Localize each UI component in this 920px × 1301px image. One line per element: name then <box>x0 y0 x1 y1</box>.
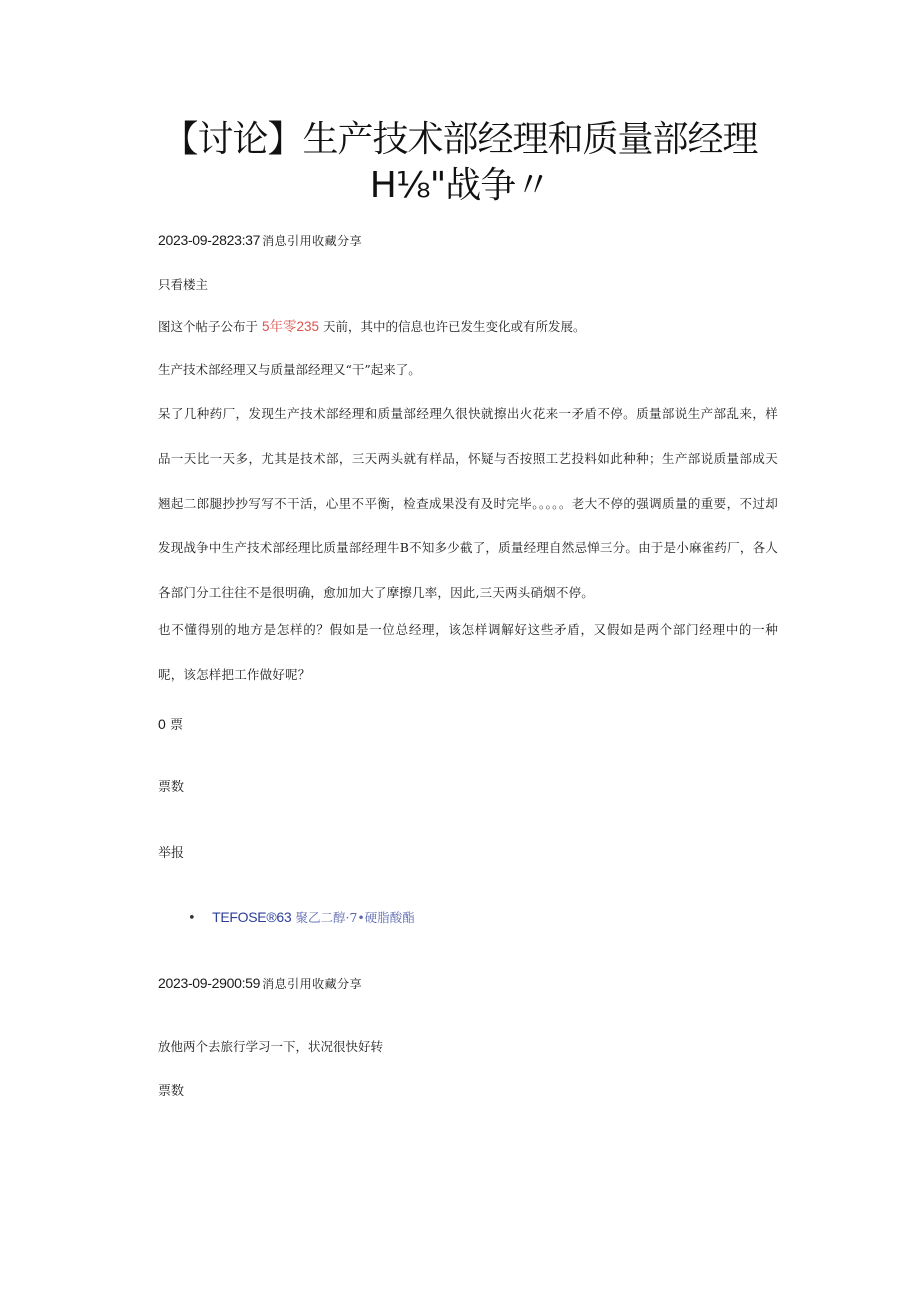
post-2-timestamp: 2023-09-2900:59 <box>158 975 261 991</box>
post-1-intro: 生产技术部经理又与质量部经理又“干”起来了。 <box>158 362 421 377</box>
post-1-report-button[interactable]: 举报 <box>158 846 185 861</box>
post-1-vote-count <box>158 715 183 735</box>
only-op-link[interactable]: 只看楼主 <box>158 277 209 292</box>
post-age-notice <box>158 318 586 336</box>
notice-age: 5年零235 <box>262 319 320 334</box>
post-1-meta <box>158 231 362 251</box>
page-title-line-2: H⅛"战争〃 <box>369 165 551 206</box>
vote-count-number: 0 <box>158 716 166 732</box>
related-list-item <box>188 908 415 928</box>
post-2-actions[interactable]: 消息引用收藏分享 <box>262 977 363 991</box>
vote-count-unit: 票 <box>169 718 183 733</box>
post-1-timestamp: 2023-09-2823:37 <box>158 232 261 248</box>
post-2-body: 放他两个去旅行学习一下，状况很快好转 <box>158 1039 384 1054</box>
post-1-votes-button[interactable]: 票数 <box>158 780 185 795</box>
post-2-meta <box>158 974 362 994</box>
post-2-votes-button[interactable]: 票数 <box>158 1084 185 1099</box>
bullet-icon: • <box>188 911 196 926</box>
post-1-question: 也不懂得别的地方是怎样的？假如是一位总经理，该怎样调解好这些矛盾，又假如是两个部门经理中的一种呢，该怎样把工作做好呢？ <box>158 622 778 682</box>
page-title-line-1: 【讨论】生产技术部经理和质量部经理 <box>162 119 758 160</box>
post-1-actions[interactable]: 消息引用收藏分享 <box>262 234 363 248</box>
post-1-body: 呆了几种药厂，发现生产技术部经理和质量部经理久很快就擦出火花来一矛盾不停。质量部说生产部乱来，样品一天比一天多，尤其是技术部，三天两头就有样品，怀疑与否按照工艺投料如此种种；生产部说质量部成天翘起二郎腿抄抄写写不干活，心里不平衡，检查成果没有及时完毕。。。。。老大不停的强调质量的重要，不过却发现战争中生产技术部经理比质量部经理牛B不知多少截了，质量经理自然忌惮三分。由于是小麻雀药厂，各人各部门分工往往不是很明确，愈加加大了摩擦几率，因此,三天两头硝烟不停。 <box>158 406 778 601</box>
notice-suffix: 天前，其中的信息也许已发生变化或有所发展。 <box>323 319 586 334</box>
related-link-en: TEFOSE®63 <box>212 909 292 925</box>
related-product-link[interactable] <box>212 911 415 926</box>
notice-prefix: 图这个帖子公布于 <box>158 319 259 334</box>
related-link-zh: 聚乙二醇·7•硬脂酸酯 <box>295 910 415 925</box>
